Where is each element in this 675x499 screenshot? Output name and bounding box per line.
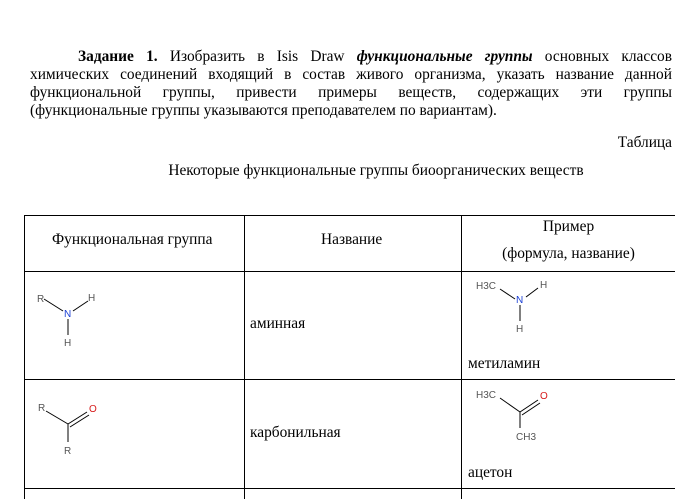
task-line-1b: основных классов	[544, 48, 672, 65]
task-line-4: (функциональные группы указываются преподавателем по вариантам).	[30, 102, 497, 119]
amine-group-structure	[30, 285, 110, 355]
carbonyl-group-structure	[30, 394, 110, 464]
task-line-1	[30, 48, 672, 66]
table-border-left	[24, 215, 25, 499]
header-example-1: Пример	[542, 218, 595, 235]
atom-ch3: CH3	[516, 432, 537, 443]
atom-o: O	[89, 404, 97, 415]
table-caption: Некоторые функциональные группы биоорганических веществ	[168, 162, 584, 179]
row2-name: карбонильная	[250, 424, 341, 441]
table-border-top	[24, 215, 675, 216]
table-border-row2	[24, 488, 675, 489]
row1-name: аминная	[250, 315, 306, 332]
task-line-2: химических соединений входящий в состав живого организма, указать название данной	[30, 66, 672, 83]
table-label: Таблица	[617, 134, 672, 151]
atom-h: H	[540, 280, 548, 291]
task-label: Задание 1.	[78, 48, 158, 65]
table-border-header	[24, 271, 675, 272]
atom-o: O	[540, 391, 548, 402]
header-group: Функциональная группа	[52, 231, 213, 248]
atom-r: R	[64, 446, 72, 457]
task-emphasis: функциональные группы	[356, 48, 533, 65]
header-example-2: (формула, название)	[502, 245, 635, 262]
atom-h: H	[516, 324, 524, 335]
task-paragraph	[30, 48, 672, 120]
atom-r: R	[37, 294, 45, 305]
task-line-3: функциональной группы, привести примеры веществ, содержащих эти группы	[30, 84, 672, 101]
header-name: Название	[321, 231, 383, 248]
atom-n: N	[516, 295, 524, 306]
row2-example-name: ацетон	[468, 464, 513, 481]
table-border-row1	[24, 379, 675, 380]
atom-r: R	[38, 403, 46, 414]
methylamine-structure	[470, 275, 560, 340]
atom-h3c: H3C	[476, 390, 497, 401]
acetone-structure	[470, 384, 560, 449]
atom-h: H	[64, 338, 72, 349]
atom-h: H	[88, 293, 96, 304]
atom-n: N	[64, 309, 72, 320]
task-line-1a: Изобразить в Isis Draw	[169, 48, 345, 65]
atom-h3c: H3C	[476, 281, 497, 292]
table-border-col1	[244, 215, 245, 499]
row1-example-name: метиламин	[468, 355, 541, 372]
